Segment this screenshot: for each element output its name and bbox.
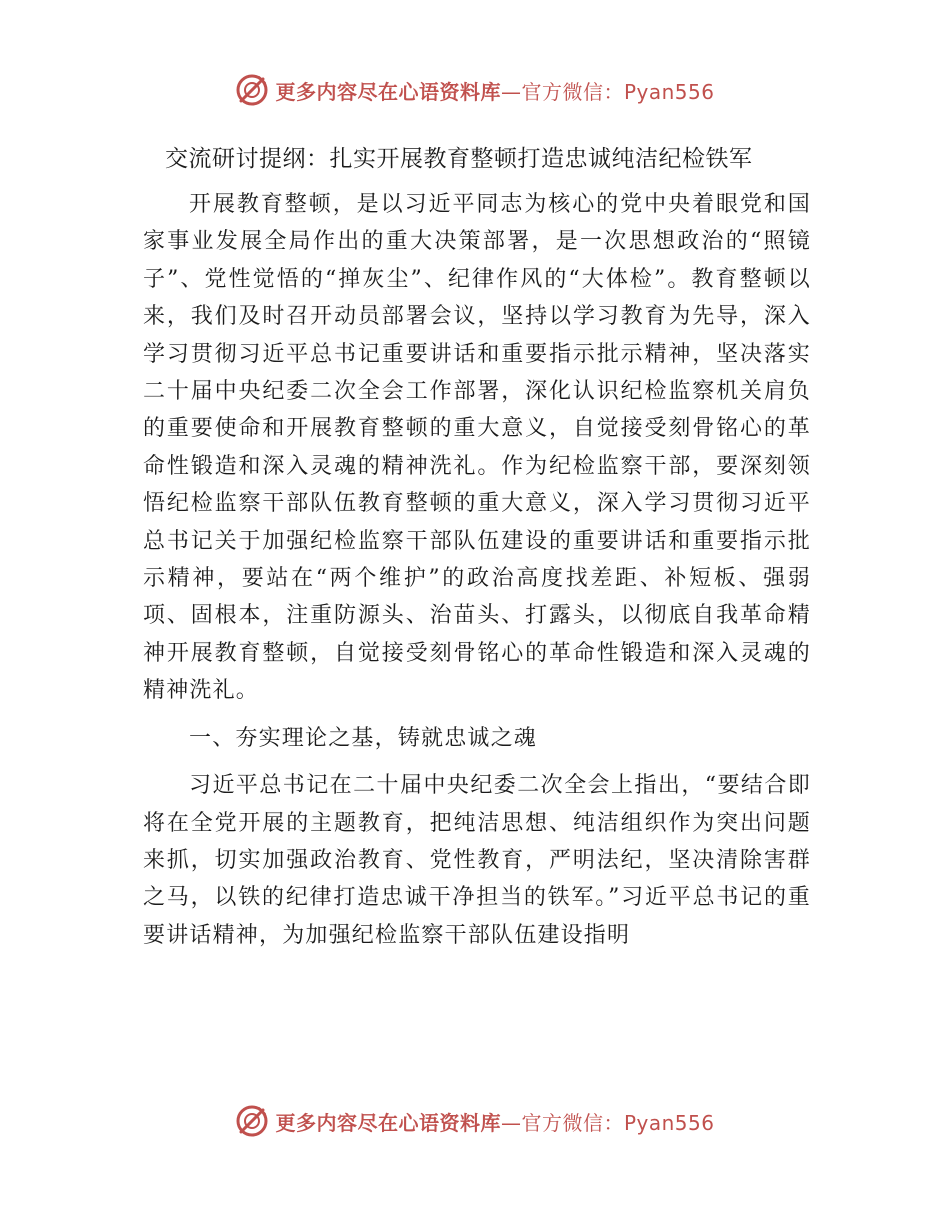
watermark-brand: 更多内容尽在心语资料库	[275, 79, 501, 104]
watermark-text	[275, 1107, 714, 1136]
watermark-separator: —	[500, 79, 522, 104]
watermark-wechat: 官方微信：Pyan556	[521, 79, 715, 104]
body-paragraph: 开展教育整顿，是以习近平同志为核心的党中央着眼党和国家事业发展全局作出的重大决策部署，是一次思想政治的“照镜子”、党性觉悟的“掸灰尘”、纪律作风的“大体检”。教育整顿以来，我们及时召开动员部署会议，坚持以学习教育为先导，深入学习贯彻习近平总书记重要讲话和重要指示批示精神，坚决落实二十届中央纪委二次全会工作部署，深化认识纪检监察机关肩负的重要使命和开展教育整顿的重大意义，自觉接受刻骨铭心的革命性锻造和深入灵魂的精神洗礼。作为纪检监察干部，要深刻领悟纪检监察干部队伍教育整顿的重大意义，深入学习贯彻习近平总书记关于加强纪检监察干部队伍建设的重要讲话和重要指示批示精神，要站在“两个维护”的政治高度找差距、补短板、强弱项、固根本，注重防源头、治苗头、打露头，以彻底自我革命精神开展教育整顿，自觉接受刻骨铭心的革命性锻造和深入灵魂的精神洗礼。	[143, 192, 811, 704]
document-body	[143, 142, 811, 964]
watermark-text	[275, 76, 714, 105]
document-title: 交流研讨提纲：扎实开展教育整顿打造忠诚纯洁纪检铁军	[165, 146, 753, 172]
watermark-separator: —	[500, 1110, 522, 1135]
watermark-banner-top	[0, 70, 950, 110]
watermark-banner-bottom	[0, 1101, 950, 1141]
watermark-wechat: 官方微信：Pyan556	[521, 1110, 715, 1135]
section-heading: 一、夯实理论之基，铸就忠诚之魂	[189, 725, 538, 751]
seal-logo-icon	[235, 1104, 269, 1138]
section-paragraph: 习近平总书记在二十届中央纪委二次全会上指出，“要结合即将在全党开展的主题教育，把纯洁思想、纯洁组织作为突出问题来抓，切实加强政治教育、党性教育，严明法纪，坚决清除害群之马，以铁的纪律打造忠诚干净担当的铁军。”习近平总书记的重要讲话精神，为加强纪检监察干部队伍建设指明	[143, 773, 811, 948]
watermark-brand: 更多内容尽在心语资料库	[275, 1110, 501, 1135]
seal-logo-icon	[235, 73, 269, 107]
